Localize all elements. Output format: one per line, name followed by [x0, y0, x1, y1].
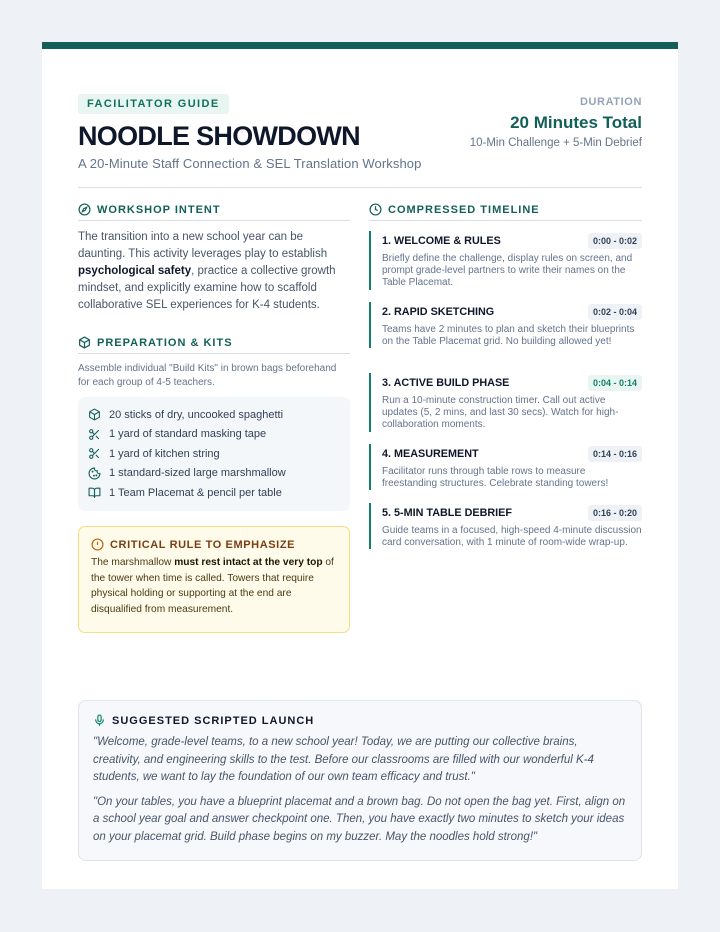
critical-rule-callout: [78, 526, 350, 633]
timeline-heading-label: COMPRESSED TIMELINE: [388, 203, 540, 216]
kit-item-label: 1 Team Placemat & pencil per table: [109, 486, 282, 499]
timeline-item-title: 2. RAPID SKETCHING: [382, 306, 495, 318]
timeline-item: [369, 231, 642, 290]
timeline-item-title: 3. ACTIVE BUILD PHASE: [382, 377, 510, 389]
preparation-heading: [78, 336, 233, 349]
list-item: [88, 483, 340, 503]
preparation-divider: [78, 353, 350, 354]
critical-text-part: of the tower when time is called. Towers that require physical holding or supporting at the end are disqualified from measurement.: [91, 557, 334, 615]
timeline-item-desc: Run a 10-minute construction timer. Call out active updates (5, 2 mins, and last 30 secs). Watch for high-collaboration moments.: [382, 395, 619, 431]
preparation-note: Assemble individual "Build Kits" in brown bags beforehand for each group of 4-5 teachers.: [78, 363, 337, 388]
clock-icon: [369, 203, 382, 216]
critical-rule-heading: [91, 538, 337, 551]
timeline-item-time: 0:14 - 0:16: [588, 446, 642, 462]
critical-emphasis: must rest intact at the very top: [174, 557, 323, 568]
kit-list: [78, 397, 350, 511]
list-item: [88, 444, 340, 464]
critical-rule-text: [91, 555, 337, 617]
page-title: NOODLE SHOWDOWN: [78, 121, 360, 151]
intent-text-part: , practice a collective growth mindset, and explicitly examine how to scaffold collaborative SEL experiences for K-4 students.: [78, 265, 336, 311]
header-divider: [78, 187, 642, 188]
timeline-item: [369, 503, 642, 549]
launch-quote: "On your tables, you have a blueprint placemat and a brown bag. Do not open the bag yet. First, align on a school year goal and answer checkpoint one. Then, you have exactly two minutes to sketch your ideas on your placemat grid. Build phase begins on my buzzer. May the noodles hold strong!": [93, 795, 626, 843]
timeline-item-time: 0:00 - 0:02: [588, 233, 642, 249]
scissors-icon: [88, 447, 101, 460]
book-icon: [88, 486, 101, 499]
intent-text: [78, 229, 350, 314]
scissors-icon: [88, 428, 101, 441]
kit-item-label: 20 sticks of dry, uncooked spaghetti: [109, 408, 284, 421]
kit-item-label: 1 standard-sized large marshmallow: [109, 467, 286, 480]
scripted-launch-box: [78, 700, 642, 861]
cookie-icon: [88, 467, 101, 480]
microphone-icon: [93, 714, 106, 727]
timeline-item-time: 0:02 - 0:04: [588, 304, 642, 320]
timeline-item: [369, 444, 642, 490]
kit-item-label: 1 yard of kitchen string: [109, 447, 220, 460]
intent-emphasis: psychological safety: [78, 265, 192, 277]
list-item: [88, 405, 340, 425]
timeline-item-title: 4. MEASUREMENT: [382, 448, 479, 460]
box-icon: [88, 408, 101, 421]
timeline-heading: [369, 203, 540, 216]
timeline-item-desc: Guide teams in a focused, high-speed 4-minute discussion card conversation, with 1 minute of room-wide wrap-up.: [382, 525, 642, 549]
facilitator-guide-page: [42, 42, 678, 889]
guide-tag: FACILITATOR GUIDE: [78, 94, 229, 114]
kit-item-label: 1 yard of standard masking tape: [109, 428, 267, 441]
intent-text-part: The transition into a new school year can be daunting. This activity leverages play to establish: [78, 231, 328, 260]
alert-circle-icon: [91, 538, 104, 551]
intent-divider: [78, 220, 350, 221]
critical-rule-heading-label: CRITICAL RULE TO EMPHASIZE: [110, 538, 296, 551]
list-item: [88, 425, 340, 445]
timeline-item-desc: Briefly define the challenge, display rules on screen, and prompt grade-level partners to write their names on the Table Placemat.: [382, 253, 633, 289]
package-icon: [78, 336, 91, 349]
intent-heading: [78, 203, 221, 216]
duration-value: 20 Minutes Total: [510, 113, 642, 132]
timeline-item-desc: Facilitator runs through table rows to measure freestanding structures. Celebrate standing towers!: [382, 466, 609, 490]
timeline-divider: [369, 220, 642, 221]
duration-detail: 10-Min Challenge + 5-Min Debrief: [469, 137, 642, 149]
critical-text-part: The marshmallow: [91, 557, 175, 568]
launch-quote: "Welcome, grade-level teams, to a new school year! Today, we are putting our collective brains, creativity, and engineering skills to the test. Before our classrooms are filled with our wonderful K-4 students, we want to lay the foundation of our own team efficacy and trust.": [93, 736, 594, 784]
timeline-item-time: 0:16 - 0:20: [588, 505, 642, 521]
timeline-item-title: 1. WELCOME & RULES: [382, 235, 501, 247]
page-subtitle: A 20-Minute Staff Connection & SEL Translation Workshop: [78, 156, 422, 171]
compass-icon: [78, 203, 91, 216]
timeline-item: [369, 302, 642, 348]
timeline-item: [369, 373, 642, 432]
timeline-item-desc: Teams have 2 minutes to plan and sketch their blueprints on the Table Placemat grid. No building allowed yet!: [382, 324, 635, 348]
timeline-item-time: 0:04 - 0:14: [588, 375, 642, 391]
duration-label: DURATION: [579, 96, 642, 108]
timeline-item-title: 5. 5-MIN TABLE DEBRIEF: [382, 507, 512, 519]
intent-heading-label: WORKSHOP INTENT: [97, 203, 221, 216]
launch-heading-label: SUGGESTED SCRIPTED LAUNCH: [112, 714, 315, 727]
list-item: [88, 464, 340, 484]
launch-heading: [93, 714, 627, 727]
preparation-heading-label: PREPARATION & KITS: [97, 336, 233, 349]
